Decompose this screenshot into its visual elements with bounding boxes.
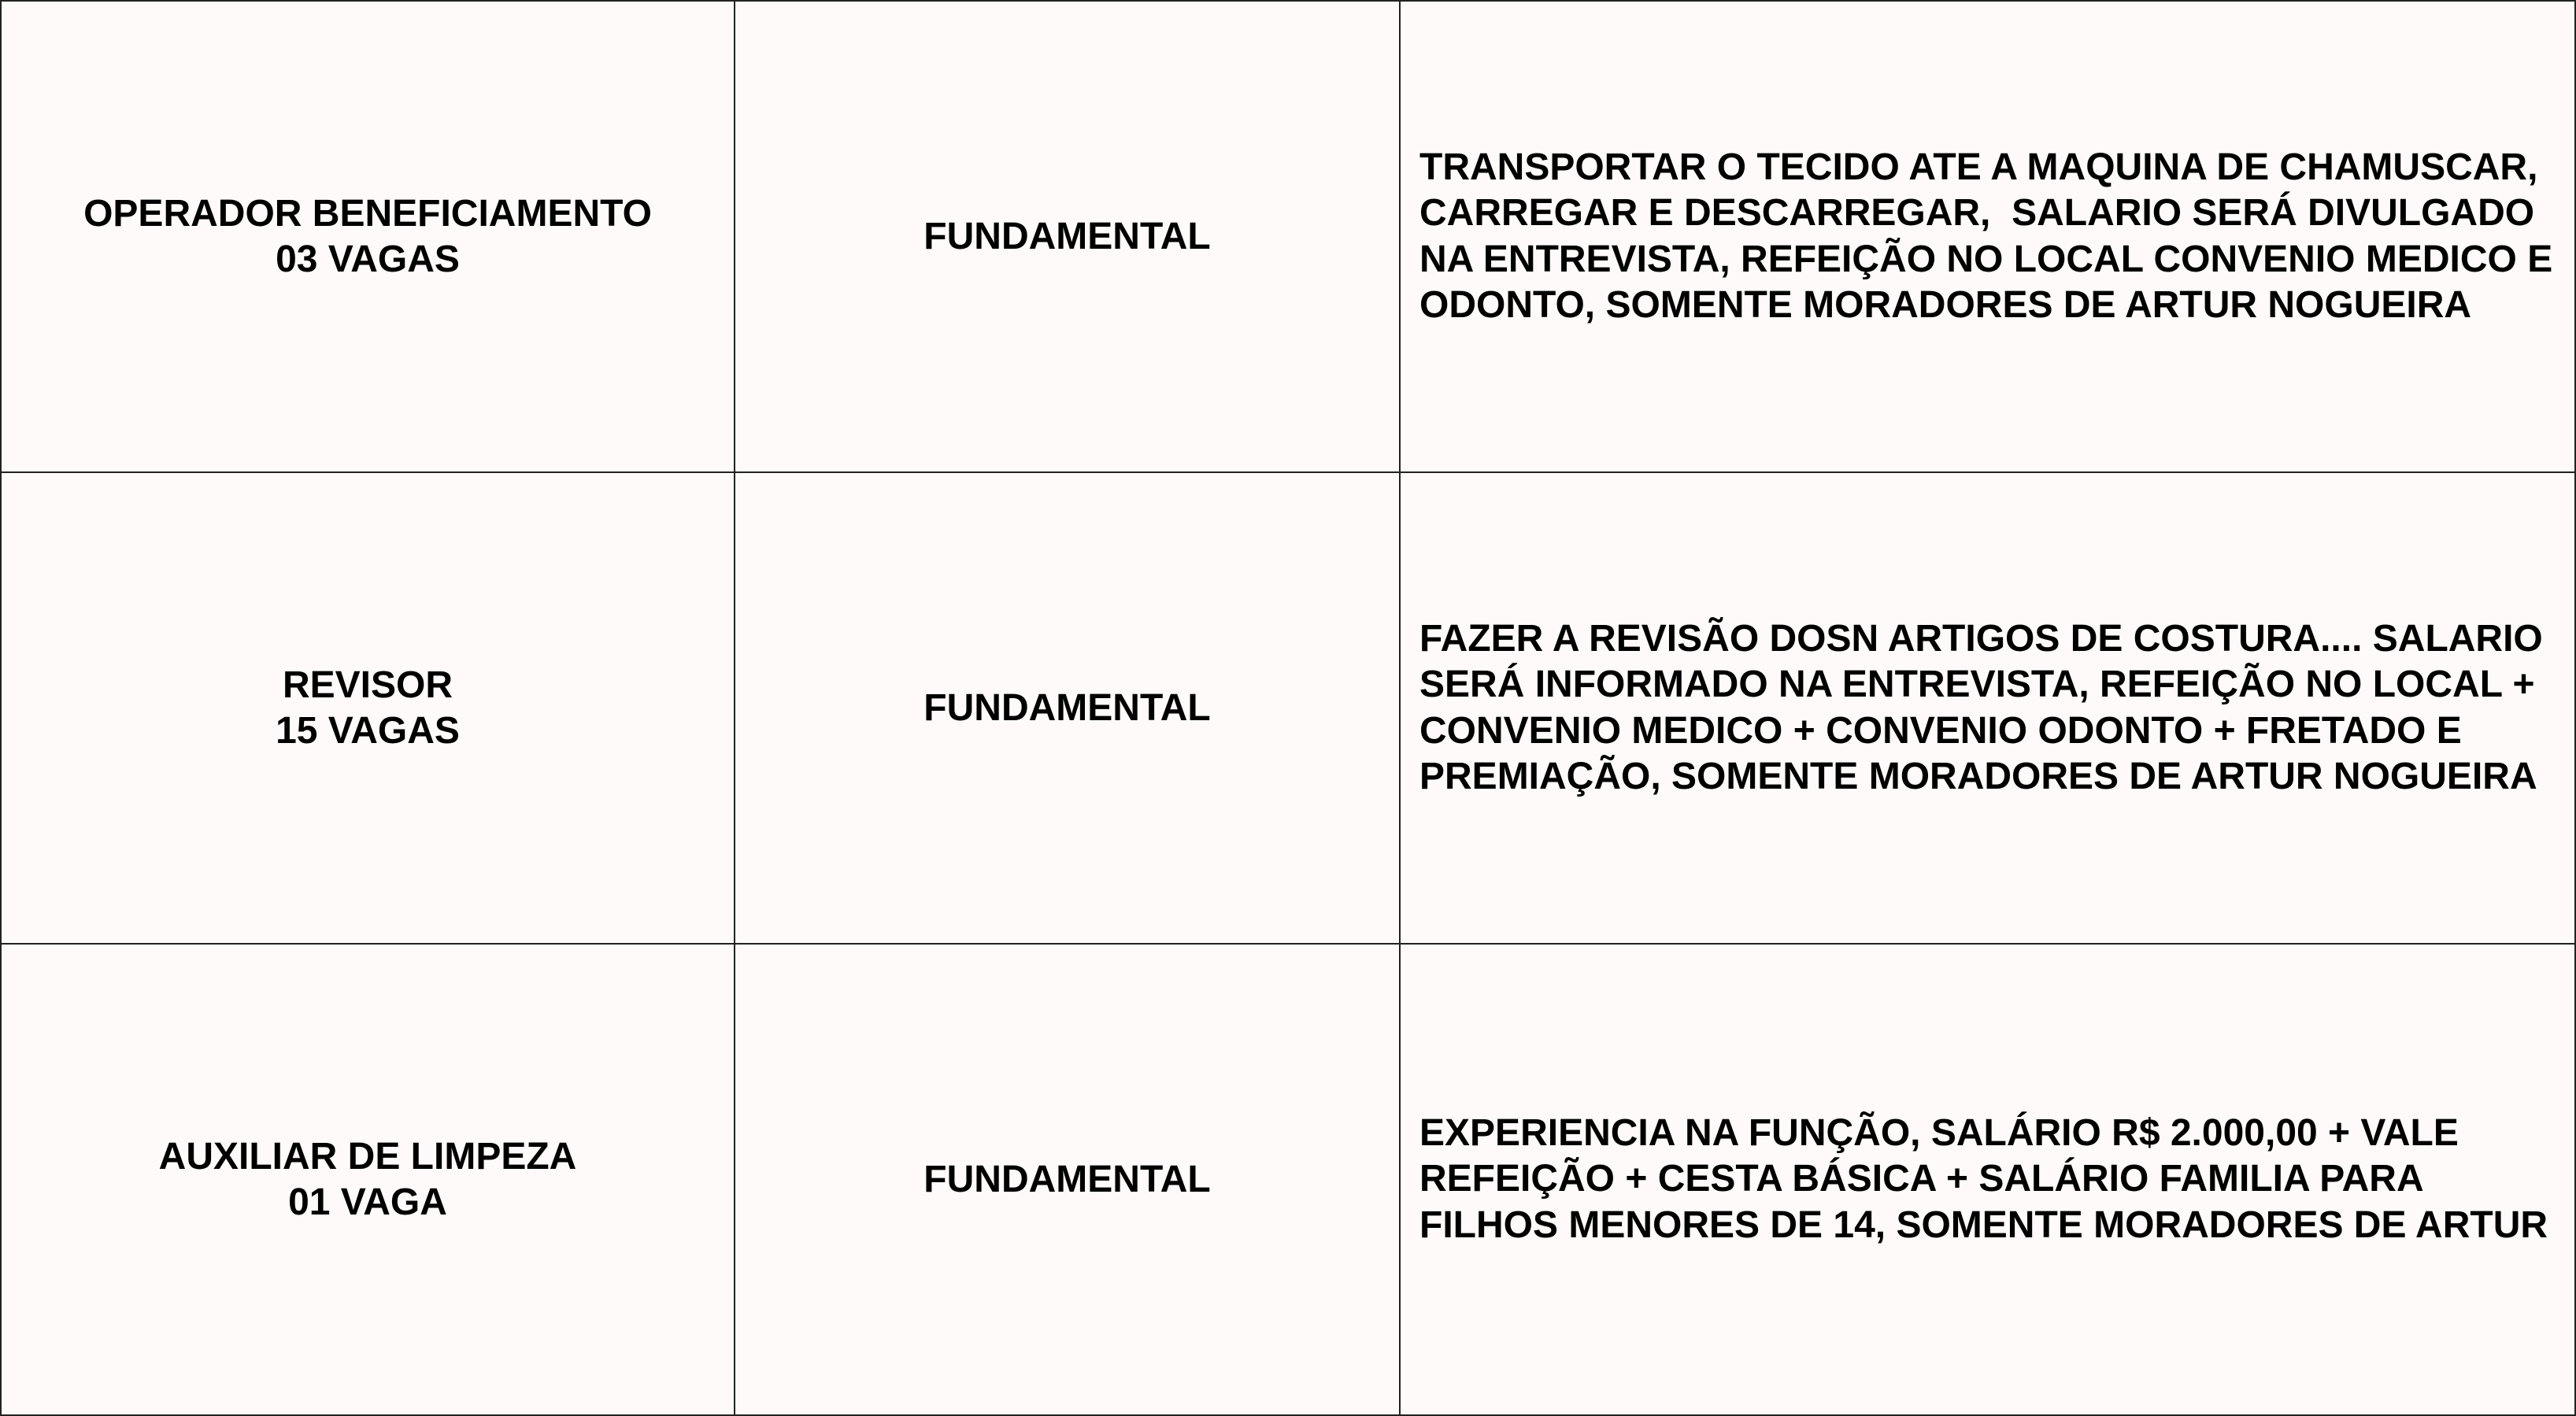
education-level: FUNDAMENTAL bbox=[923, 1158, 1211, 1200]
education-cell bbox=[735, 472, 1400, 944]
vacancy-count: 03 VAGAS bbox=[276, 238, 460, 280]
vacancy-count: 01 VAGA bbox=[288, 1181, 447, 1223]
role-cell bbox=[1, 1, 735, 472]
role-title: REVISOR bbox=[282, 664, 453, 706]
table-row bbox=[1, 472, 2575, 944]
description-cell bbox=[1400, 472, 2575, 944]
education-level: FUNDAMENTAL bbox=[923, 686, 1211, 729]
description-cell bbox=[1400, 1, 2575, 472]
role-title: OPERADOR BENEFICIAMENTO bbox=[83, 192, 652, 235]
education-cell bbox=[735, 944, 1400, 1415]
role-cell bbox=[1, 944, 735, 1415]
table-row bbox=[1, 1, 2575, 472]
description-cell bbox=[1400, 944, 2575, 1415]
table-row bbox=[1, 944, 2575, 1415]
role-title: AUXILIAR DE LIMPEZA bbox=[158, 1135, 577, 1178]
education-level: FUNDAMENTAL bbox=[923, 215, 1211, 257]
job-description: FAZER A REVISÃO DOSN ARTIGOS DE COSTURA.... SALARIO SERÁ INFORMADO NA ENTREVISTA, REFEIÇÃO NO LOCAL + CONVENIO MEDICO + CONVENIO ODONTO + FRETADO E PREMIAÇÃO, SOMENTE MORADORES DE ARTUR NOGUEIRA bbox=[1419, 617, 2554, 797]
job-description: TRANSPORTAR O TECIDO ATE A MAQUINA DE CHAMUSCAR, CARREGAR E DESCARREGAR, SALARIO SERÁ DIVULGADO NA ENTREVISTA, REFEIÇÃO NO LOCAL CONVENIO MEDICO E ODONTO, SOMENTE MORADORES DE ARTUR NOGUEIRA bbox=[1419, 146, 2563, 326]
role-cell bbox=[1, 472, 735, 944]
education-cell bbox=[735, 1, 1400, 472]
vacancy-count: 15 VAGAS bbox=[276, 709, 460, 752]
job-description: EXPERIENCIA NA FUNÇÃO, SALÁRIO R$ 2.000,00 + VALE REFEIÇÃO + CESTA BÁSICA + SALÁRIO FAMILIA PARA FILHOS MENORES DE 14, SOMENTE MORADORES DE ARTUR bbox=[1419, 1111, 2548, 1246]
